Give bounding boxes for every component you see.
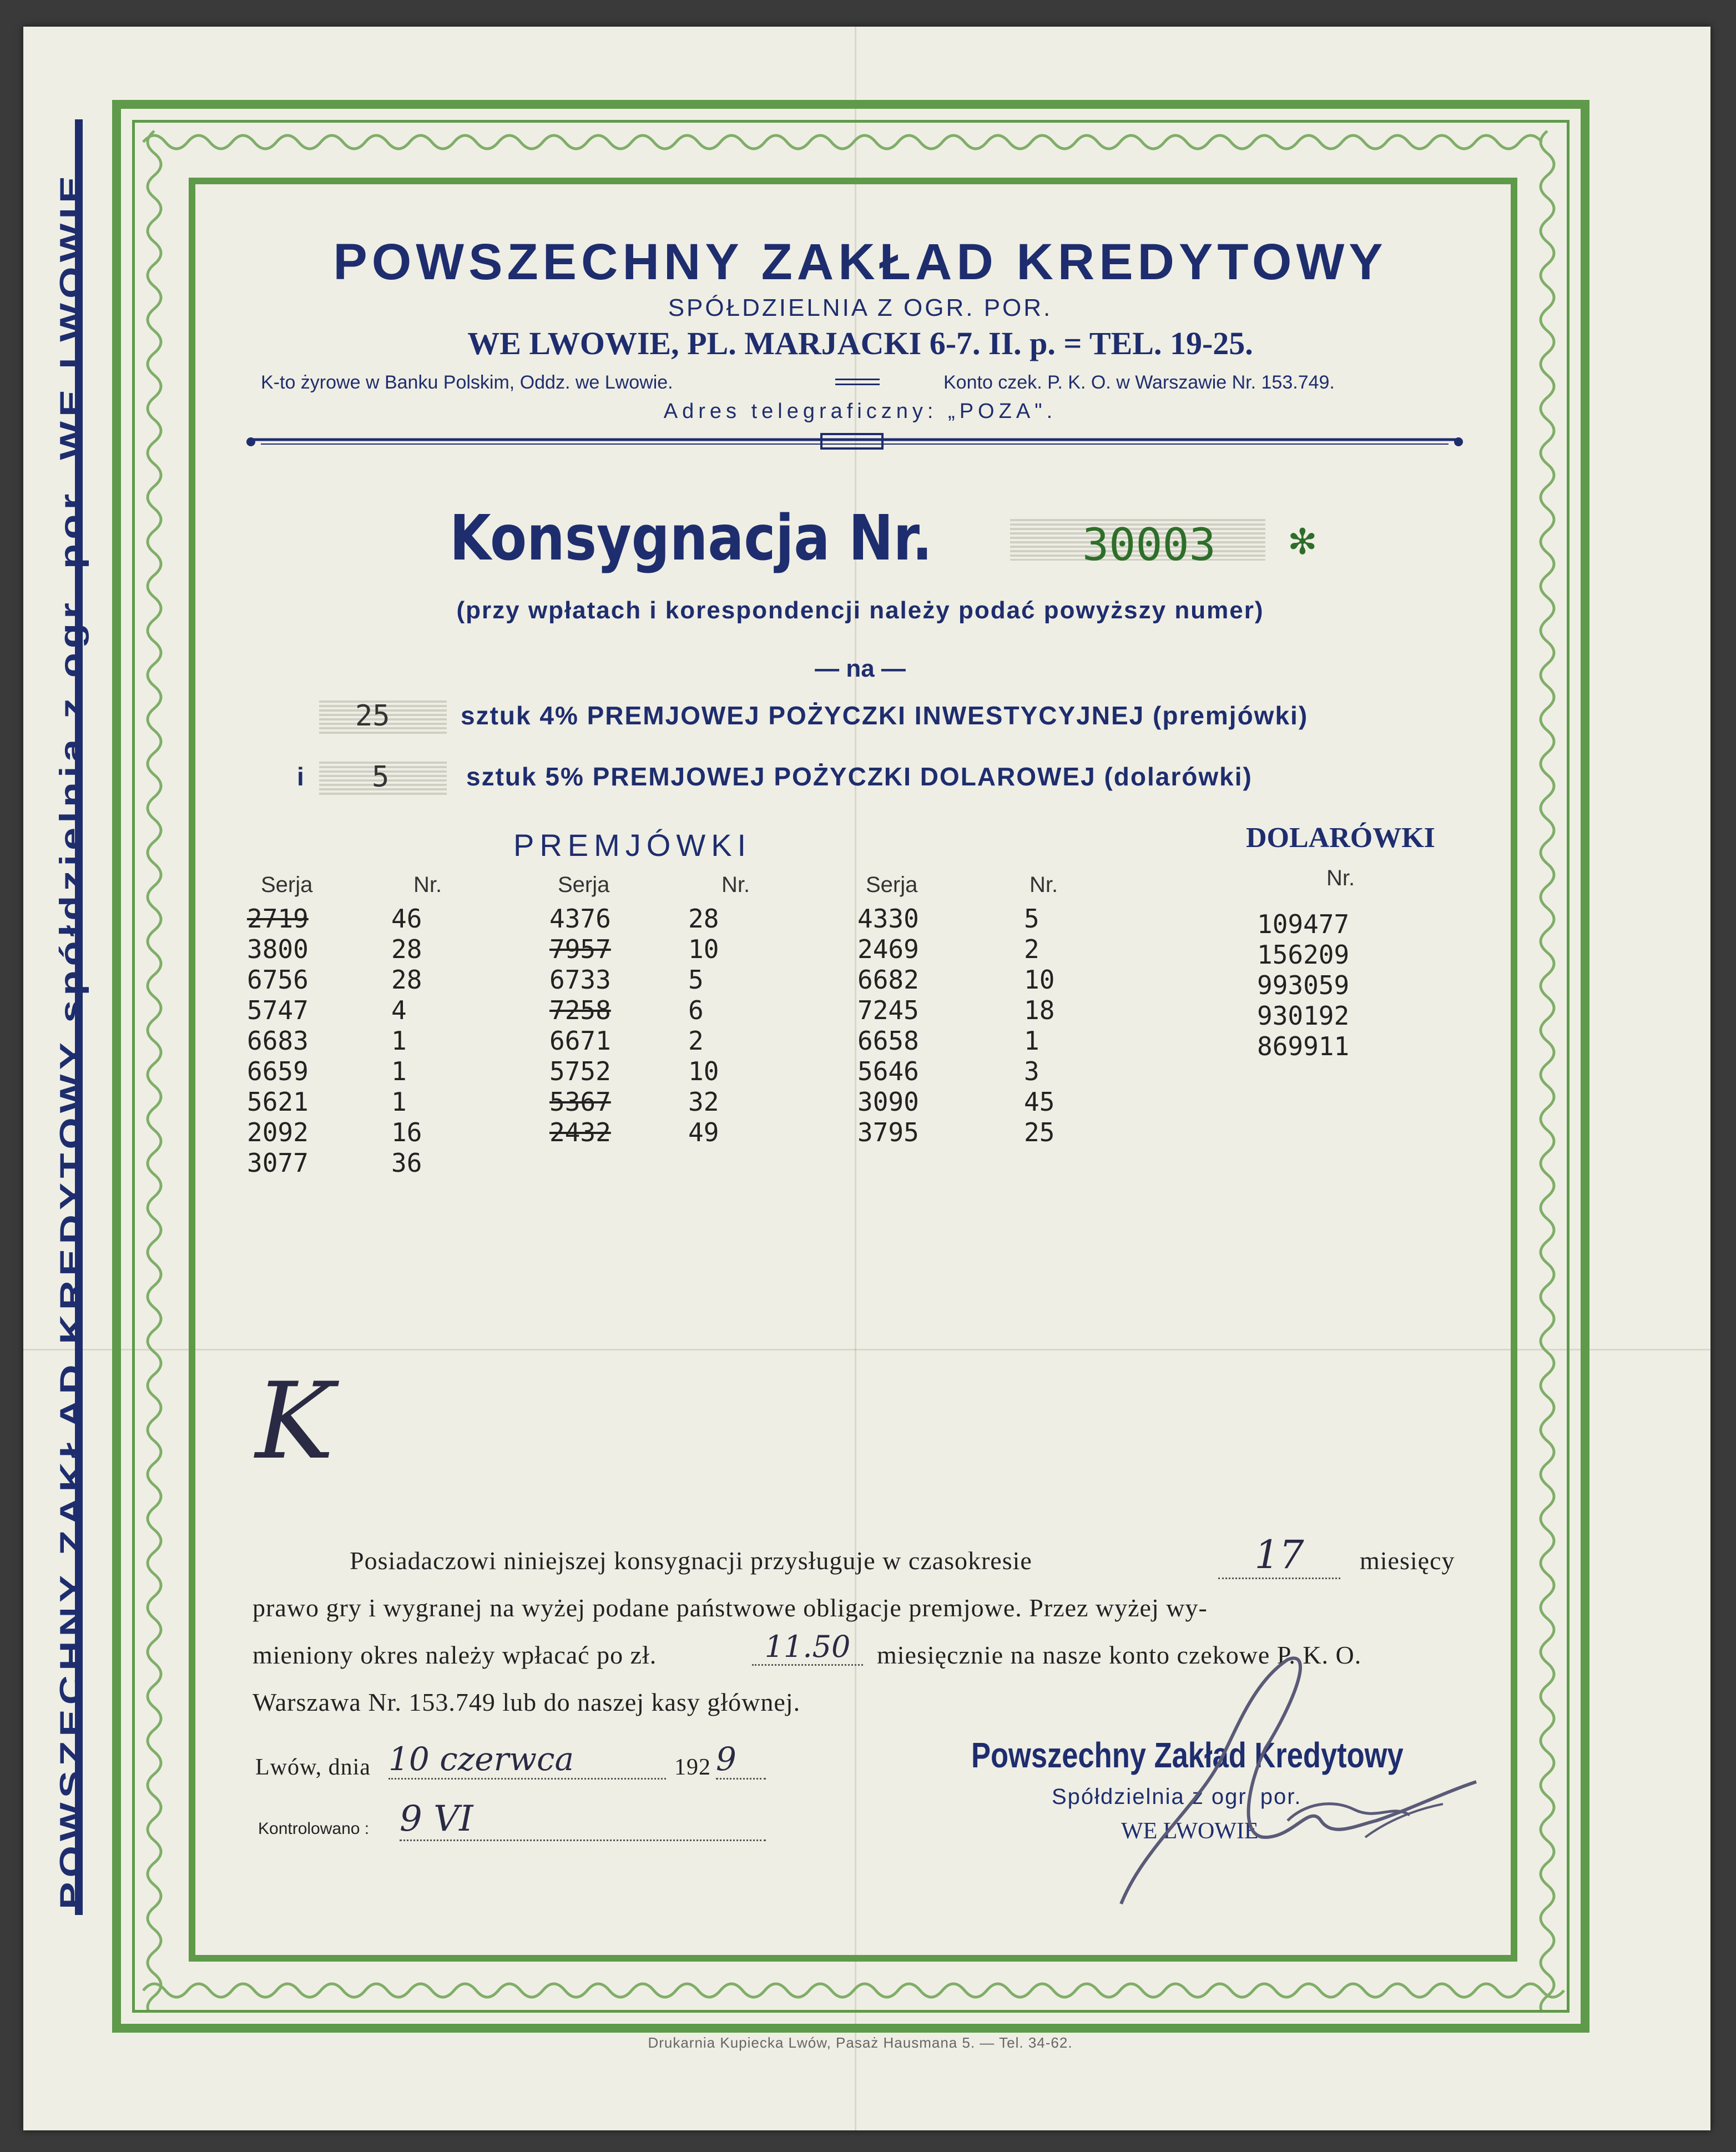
- bank-account-right: Konto czek. P. K. O. w Warszawie Nr. 153.749.: [943, 372, 1335, 393]
- serja-cell: 2469: [857, 934, 919, 964]
- nr-cell: 16: [391, 1117, 422, 1147]
- signature-subtitle: Spółdzielnia z ogr. por.: [1052, 1785, 1302, 1809]
- serja-cell: 6683: [247, 1026, 309, 1056]
- handwritten-mark: K: [255, 1360, 334, 1483]
- nr-cell: 28: [688, 904, 719, 934]
- header-separator: [835, 379, 880, 385]
- serja-cell: 5646: [857, 1056, 919, 1086]
- line-2-text: sztuk 5% PREMJOWEJ POŻYCZKI DOLAROWEJ (dolarówki): [466, 762, 1253, 791]
- nr-cell: 1: [391, 1026, 407, 1056]
- bank-account-left: K-to żyrowe w Banku Polskim, Oddz. we Lwowie.: [261, 372, 673, 393]
- nr-cell: 4: [391, 995, 407, 1025]
- signature-org: Powszechny Zakład Kredytowy: [971, 1735, 1404, 1775]
- nr-cell: 1: [1024, 1026, 1039, 1056]
- col-nr-dolar: Nr.: [1326, 866, 1355, 890]
- serja-cell: 4330: [857, 904, 919, 934]
- nr-cell: 2: [1024, 934, 1039, 964]
- nr-cell: 49: [688, 1117, 719, 1147]
- handwritten-signature: [1054, 1637, 1498, 1926]
- serja-cell: 3795: [857, 1117, 919, 1147]
- amount-value: 11.50: [752, 1629, 863, 1666]
- nr-cell: 28: [391, 965, 422, 995]
- serja-cell: 2092: [247, 1117, 309, 1147]
- nr-cell: 28: [391, 934, 422, 964]
- serja-cell: 6659: [247, 1056, 309, 1086]
- count-1: 25: [355, 699, 390, 733]
- serja-cell: 4376: [549, 904, 611, 934]
- serja-cell: 6658: [857, 1026, 919, 1056]
- nr-cell: 45: [1024, 1087, 1055, 1117]
- serja-cell: 3800: [247, 934, 309, 964]
- serja-cell: 5747: [247, 995, 309, 1025]
- body-line-2: prawo gry i wygranej na wyżej podane państwowe obligacje premjowe. Przez wyżej wy-: [253, 1594, 1208, 1622]
- printer-imprint: Drukarnia Kupiecka Lwów, Pasaż Hausmana 5. — Tel. 34-62.: [648, 2034, 1073, 2051]
- city-date-label: Lwów, dnia: [255, 1755, 371, 1780]
- serja-cell: 2432: [549, 1117, 611, 1147]
- body-line-1b: miesięcy: [1360, 1546, 1455, 1575]
- col-nr-1: Nr.: [413, 873, 442, 897]
- dolarowka-nr-cell: 869911: [1257, 1031, 1350, 1061]
- org-address: WE LWOWIE, PL. MARJACKI 6-7. II. p. = TEL. 19-25.: [467, 325, 1253, 361]
- sidebar-vertical-text: POWSZECHNY ZAKŁAD KREDYTOWY spółdzielnia z ogr. por. WE LWOWIE.: [53, 155, 89, 1909]
- count-2: 5: [372, 760, 390, 794]
- nr-cell: 46: [391, 904, 422, 934]
- na-separator: — na —: [815, 655, 906, 682]
- body-line-3b: miesięcznie na nasze konto czekowe P. K. O.: [877, 1641, 1362, 1669]
- decorative-rule: [244, 427, 1465, 455]
- serja-cell: 5367: [549, 1087, 611, 1117]
- serja-cell: 7245: [857, 995, 919, 1025]
- serja-cell: 5621: [247, 1087, 309, 1117]
- nr-cell: 1: [391, 1056, 407, 1086]
- serja-cell: 7957: [549, 934, 611, 964]
- col-serja-1: Serja: [261, 873, 313, 897]
- dolarowka-nr-cell: 993059: [1257, 970, 1350, 1000]
- serja-cell: 3090: [857, 1087, 919, 1117]
- nr-cell: 10: [1024, 965, 1055, 995]
- line-1-text: sztuk 4% PREMJOWEJ POŻYCZKI INWESTYCYJNEJ (premjówki): [461, 701, 1309, 730]
- consignment-label: Konsygnacja Nr.: [450, 502, 932, 574]
- months-value: 17: [1218, 1532, 1340, 1579]
- serja-cell: 6671: [549, 1026, 611, 1056]
- serja-cell: 6682: [857, 965, 919, 995]
- nr-cell: 3: [1024, 1056, 1039, 1086]
- line-2-prefix: i: [297, 762, 304, 791]
- nr-cell: 18: [1024, 995, 1055, 1025]
- org-name: POWSZECHNY ZAKŁAD KREDYTOWY: [333, 234, 1387, 290]
- nr-cell: 10: [688, 934, 719, 964]
- nr-cell: 25: [1024, 1117, 1055, 1147]
- serja-cell: 3077: [247, 1148, 309, 1178]
- serja-cell: 2719: [247, 904, 309, 934]
- serja-cell: 7258: [549, 995, 611, 1025]
- telegraph-address: Adres telegraficzny: „POZA".: [663, 400, 1057, 423]
- body-line-4: Warszawa Nr. 153.749 lub do naszej kasy głównej.: [253, 1688, 801, 1716]
- kontrol-label: Kontrolowano :: [258, 1820, 370, 1838]
- serja-cell: 6733: [549, 965, 611, 995]
- body-line-1a: Posiadaczowi niniejszej konsygnacji przysługuje w czasokresie: [350, 1546, 1032, 1575]
- org-subtitle: SPÓŁDZIELNIA Z OGR. POR.: [668, 294, 1053, 321]
- date-value: 10 czerwca: [388, 1740, 666, 1780]
- serja-cell: 6756: [247, 965, 309, 995]
- kontrol-value: 9 VI: [400, 1798, 766, 1841]
- dolarowka-nr-cell: 930192: [1257, 1001, 1350, 1031]
- nr-cell: 10: [688, 1056, 719, 1086]
- year-prefix: 192: [674, 1755, 711, 1780]
- col-serja-2: Serja: [558, 873, 610, 897]
- asterisk-icon: ✻: [1288, 522, 1318, 563]
- year-value: 9: [716, 1740, 766, 1780]
- nr-cell: 1: [391, 1087, 407, 1117]
- dolarowka-nr-cell: 156209: [1257, 940, 1350, 970]
- body-line-3a: mieniony okres należy wpłacać po zł.: [253, 1641, 657, 1669]
- consignment-number: 30003: [1082, 519, 1216, 571]
- nr-cell: 5: [688, 965, 704, 995]
- dolarowki-title: DOLARÓWKI: [1246, 822, 1435, 854]
- signature-city: WE LWOWIE.: [1121, 1818, 1265, 1844]
- nr-cell: 5: [1024, 904, 1039, 934]
- serja-cell: 5752: [549, 1056, 611, 1086]
- nr-cell: 36: [391, 1148, 422, 1178]
- col-nr-2: Nr.: [721, 873, 750, 897]
- premjowki-title: PREMJÓWKI: [513, 828, 752, 863]
- nr-cell: 32: [688, 1087, 719, 1117]
- dolarowka-nr-cell: 109477: [1257, 909, 1350, 939]
- nr-cell: 2: [688, 1026, 704, 1056]
- col-nr-3: Nr.: [1030, 873, 1058, 897]
- col-serja-3: Serja: [866, 873, 918, 897]
- nr-cell: 6: [688, 995, 704, 1025]
- reference-note: (przy wpłatach i korespondencji należy podać powyższy numer): [456, 597, 1264, 624]
